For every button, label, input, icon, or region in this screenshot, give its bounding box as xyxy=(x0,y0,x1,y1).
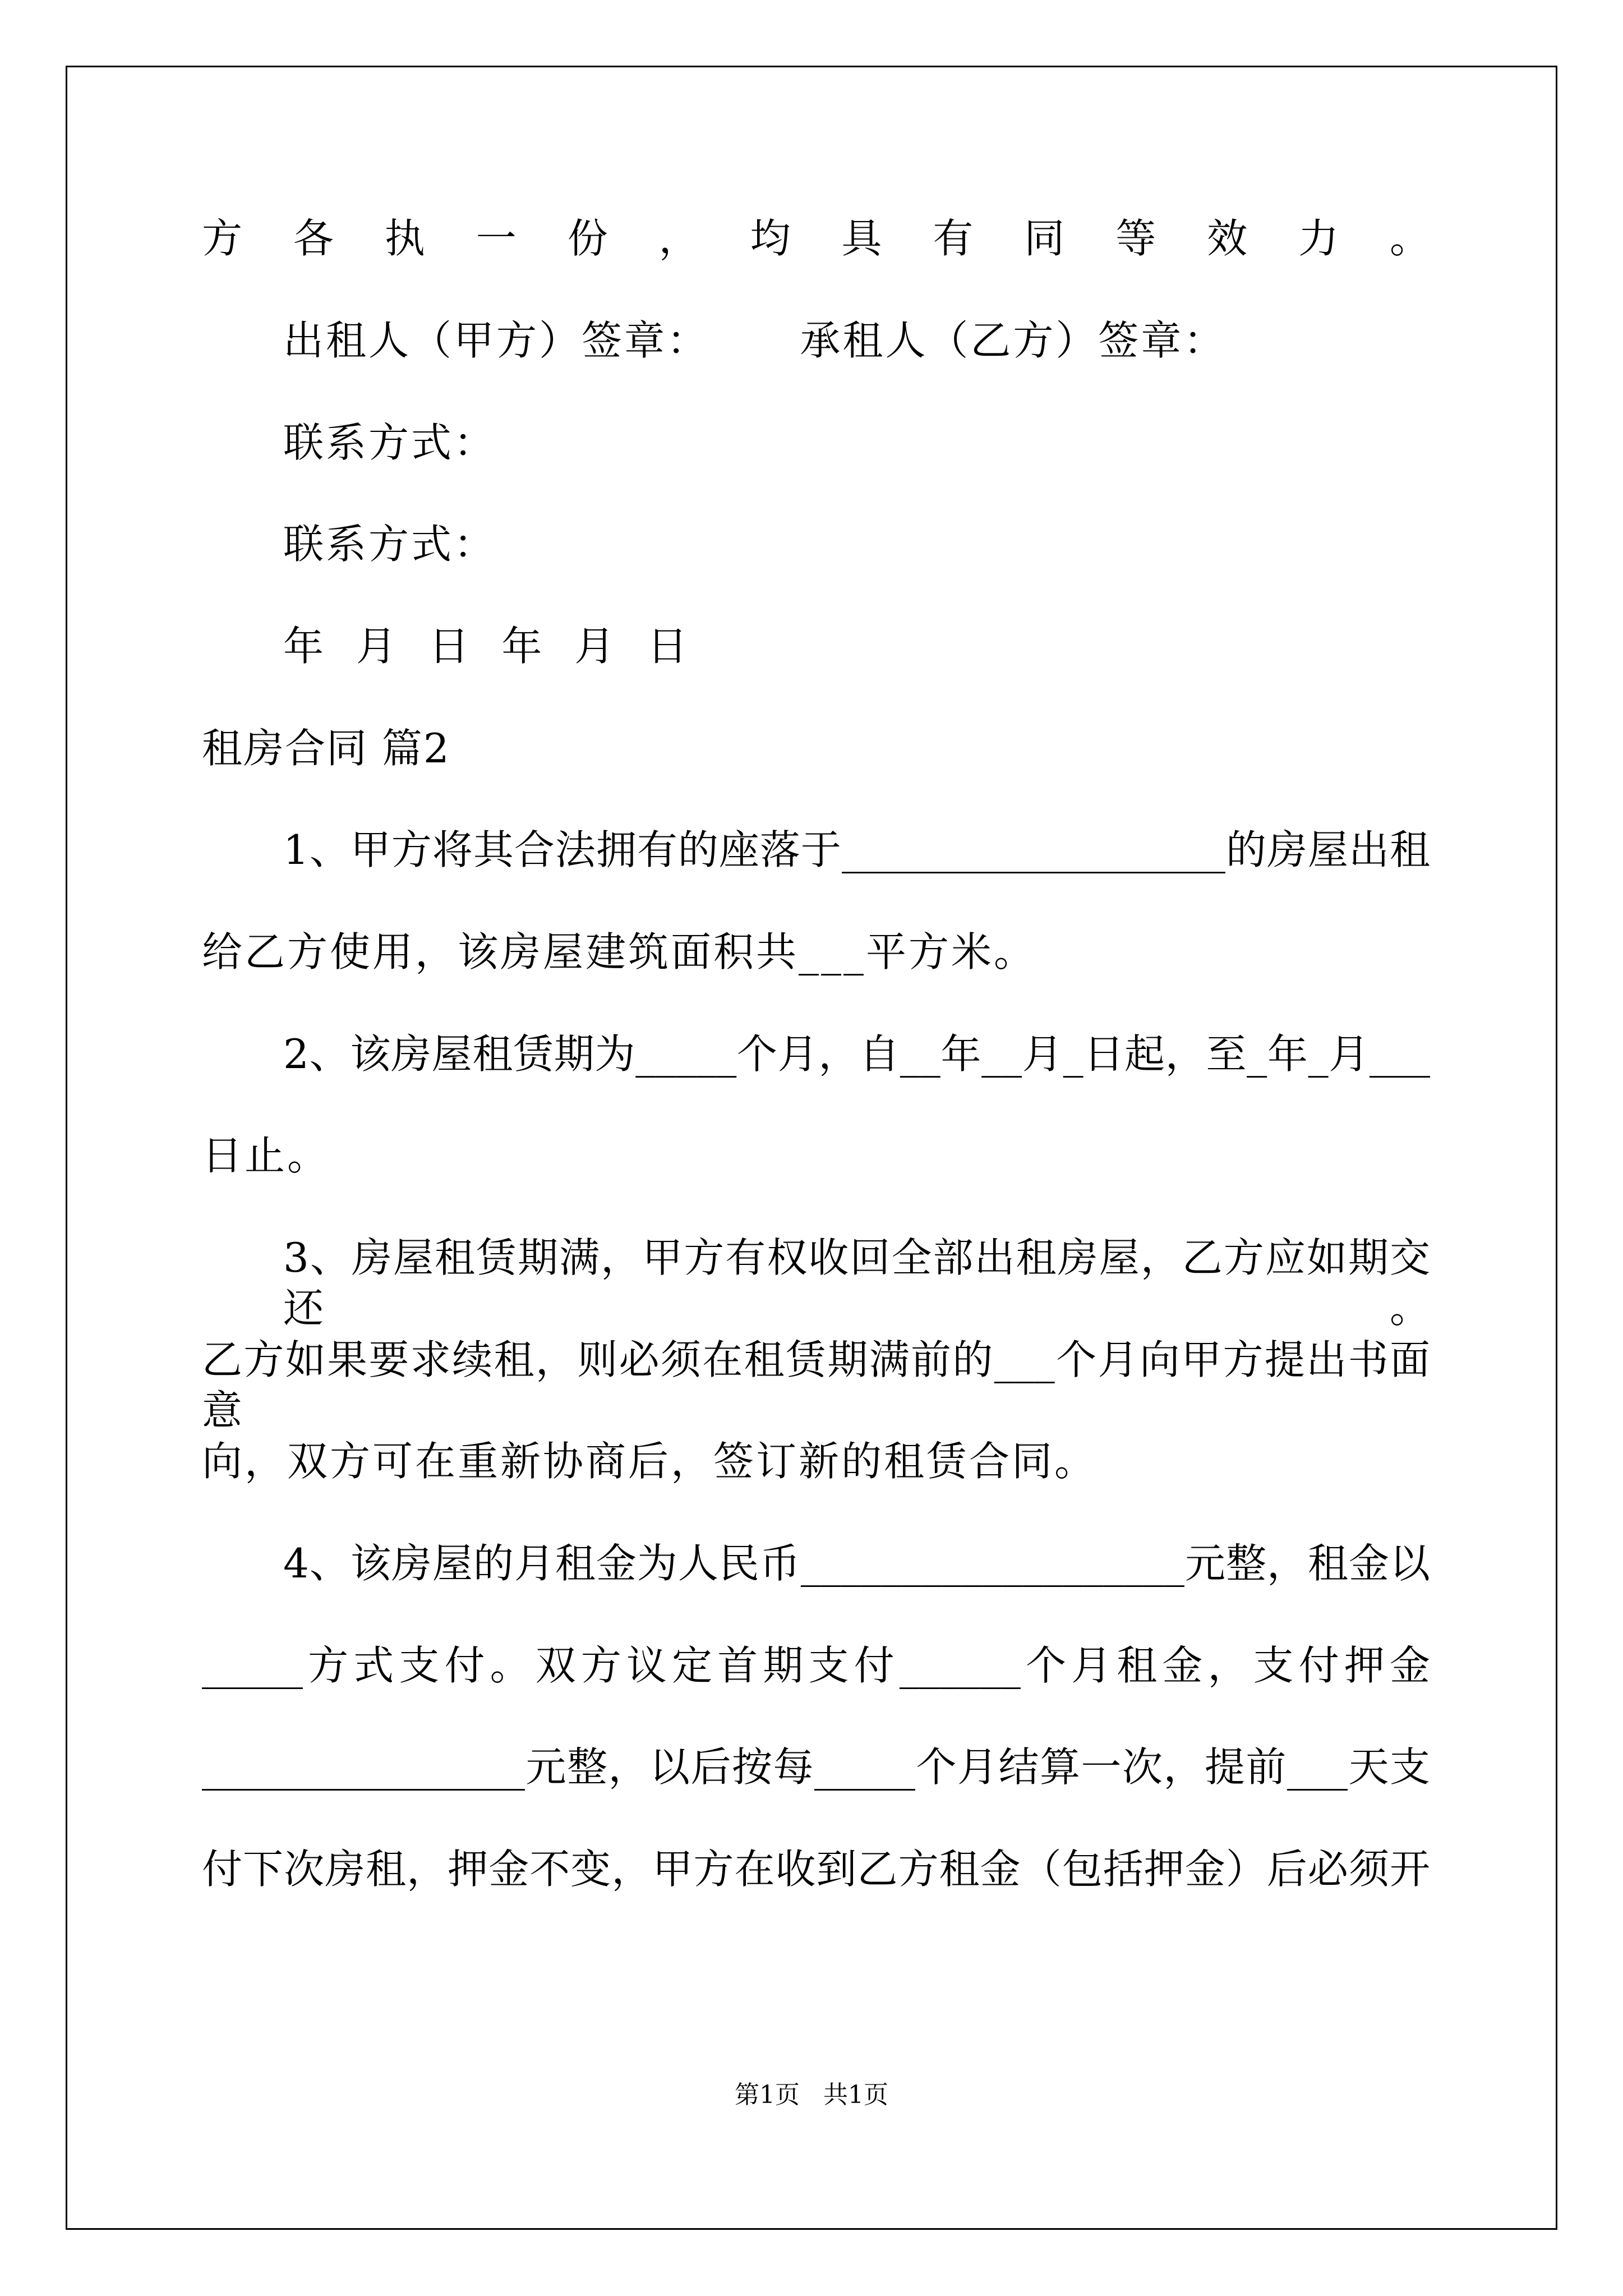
page-footer: 第1页 共1页 xyxy=(735,2081,888,2109)
text-line: 给乙方使用，该房屋建筑面积共___平方米。 xyxy=(202,928,1037,976)
section-title: 租房合同 篇2 xyxy=(202,725,450,772)
lessee-signature-label: 承租人（乙方）签章： xyxy=(800,317,1227,364)
signature-row xyxy=(283,315,1226,366)
text-line: 付下次房租，押金不变，甲方在收到乙方租金（包括押金）后必须开 xyxy=(202,1846,1430,1893)
text-line: 日止。 xyxy=(202,1132,330,1179)
text-line: 乙方如果要求续租，则必须在租赁期满前的___个月向甲方提出书面意 xyxy=(202,1336,1430,1434)
text-line: 4、该房屋的月租金为人民币___________________元整，租金以 xyxy=(283,1540,1430,1587)
text-line: _____方式支付。双方议定首期支付______个月租金，支付押金 xyxy=(202,1642,1430,1689)
text-line: 向，双方可在重新协商后，签订新的租赁合同。 xyxy=(202,1438,1098,1485)
date-row: 年 月 日 年 月 日 xyxy=(283,623,690,670)
text-line: 方各执一份，均具有同等效力。 xyxy=(202,215,1430,262)
text-line: 2、该房屋租赁期为_____个月，自__年__月_日起，至_年_月___ xyxy=(283,1030,1430,1078)
contact-label: 联系方式： xyxy=(283,419,497,466)
text-line: 3、房屋租赁期满，甲方有权收回全部出租房屋，乙方应如期交还。 xyxy=(283,1234,1430,1332)
text-line: ________________元整，以后按每_____个月结算一次，提前___天支 xyxy=(202,1743,1430,1791)
text-line: 1、甲方将其合法拥有的座落于___________________的房屋出租 xyxy=(283,826,1430,873)
lessor-signature-label: 出租人（甲方）签章： xyxy=(283,317,710,364)
contact-label: 联系方式： xyxy=(283,521,497,568)
